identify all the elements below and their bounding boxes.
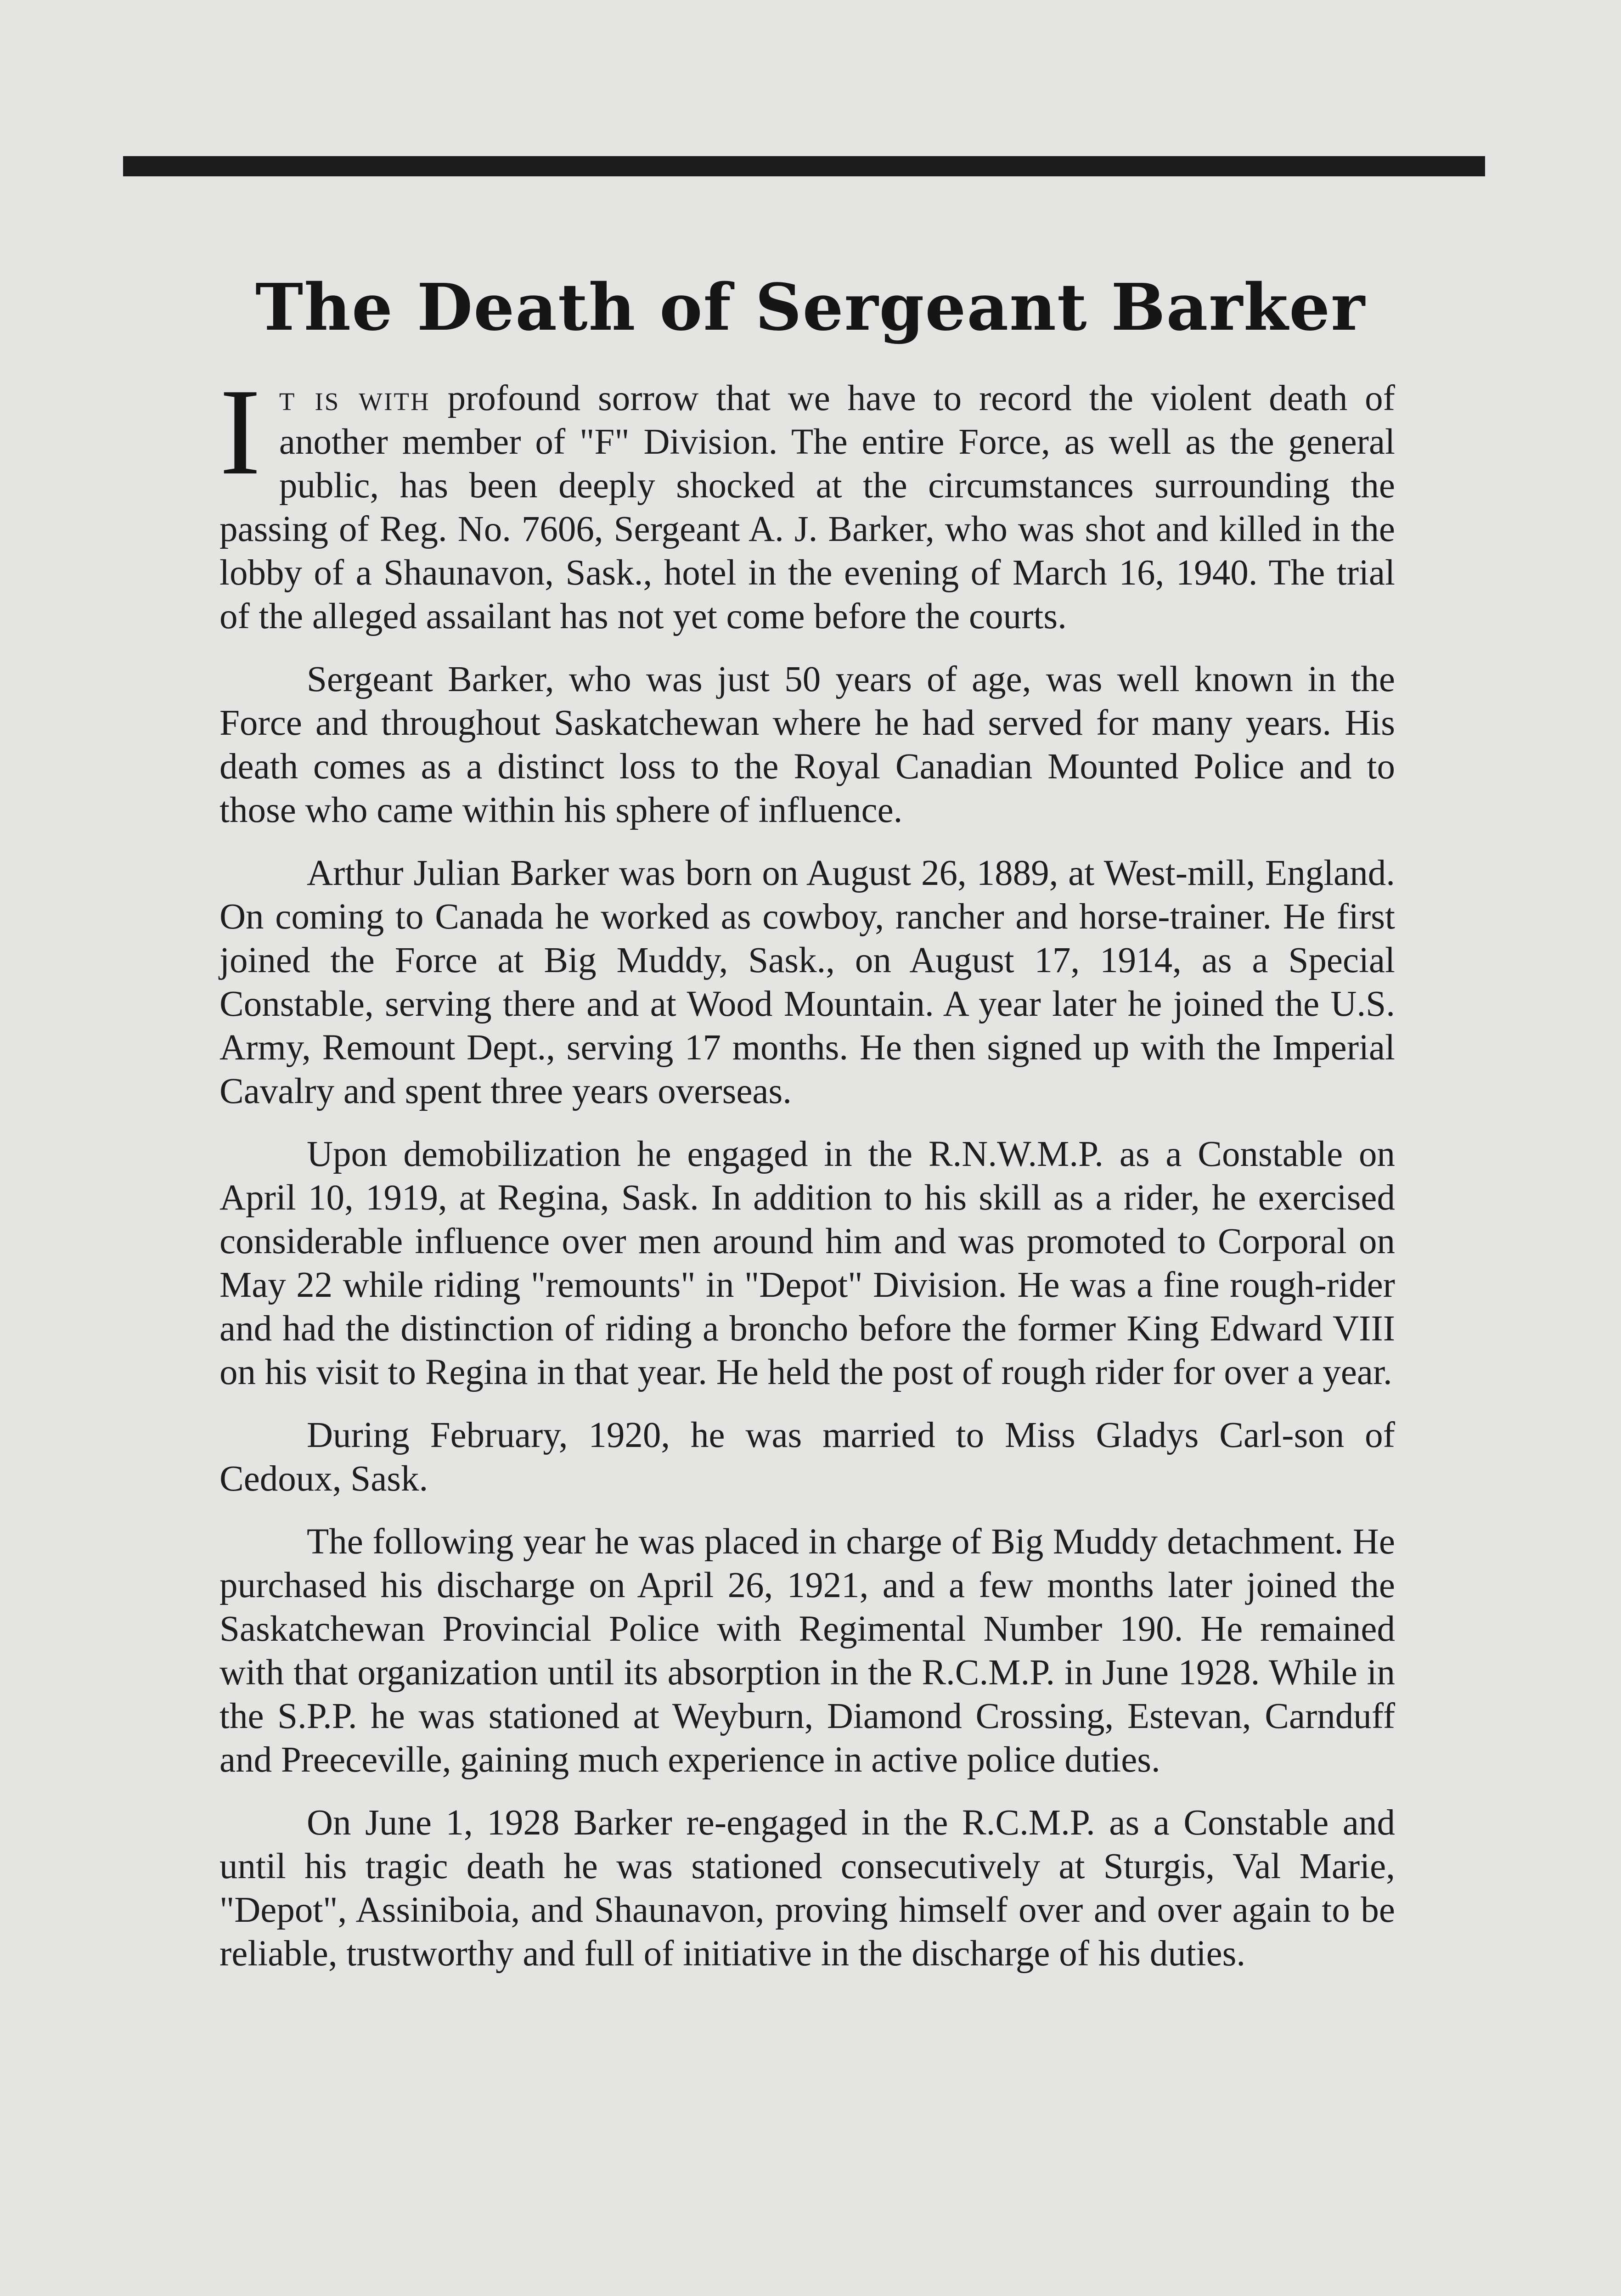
top-rule	[123, 156, 1485, 176]
paragraph-early-life: Arthur Julian Barker was born on August 26, 1889, at West-mill, England. On coming to Canada he worked as cowboy, rancher and horse-trainer. He first joined the Force at Big Muddy, Sask., on August 17, 1914, as a Special Constable, serving there and at Wood Mountain. A year later he joined the U.S. Army, Remount Dept., serving 17 months. He then signed up with the Imperial Cavalry and spent three years overseas.	[220, 853, 1395, 1111]
lead-smallcaps: t is with	[279, 378, 430, 418]
article-body	[220, 363, 1395, 1995]
paragraph-rcmp: On June 1, 1928 Barker re-engaged in the R.C.M.P. as a Constable and until his tragic death he was stationed consecutively at Sturgis, Val Marie, "Depot", Assiniboia, and Shaunavon, proving himself over and over again to be reliable, trustworthy and full of initiative in the discharge of his duties.	[220, 1803, 1395, 1974]
paragraph-spp: The following year he was placed in charge of Big Muddy detachment. He purchased his discharge on April 26, 1921, and a few months later joined the Saskatchewan Provincial Police with Regimental Number 190. He remained with that organization until its absorption in the R.C.M.P. in June 1928. While in the S.P.P. he was stationed at Weyburn, Diamond Crossing, Estevan, Carnduff and Preeceville, gaining much experience in active police duties.	[220, 1522, 1395, 1780]
paragraph-rnwmp: Upon demobilization he engaged in the R.N.W.M.P. as a Constable on April 10, 1919, at Regina, Sask. In addition to his skill as a rider, he exercised considerable influence over men around him and was promoted to Corporal on May 22 while riding "remounts" in "Depot" Division. He was a fine rough-rider and had the distinction of riding a broncho before the former King Edward VIII on his visit to Regina in that year. He held the post of rough rider for over a year.	[220, 1134, 1395, 1392]
drop-cap: I	[220, 363, 261, 501]
page-title: The Death of Sergeant Barker	[255, 270, 1366, 345]
paragraph-age: Sergeant Barker, who was just 50 years of age, was well known in the Force and throughout Saskatchewan where he had served for many years. His death comes as a distinct loss to the Royal Canadian Mounted Police and to those who came within his sphere of influence.	[220, 659, 1395, 830]
lead-text: profound sorrow that we have to record the violent death of another member of "F" Division. The entire Force, as well as the general public, has been deeply shocked at the circumstances surrounding the passing of Reg. No. 7606, Sergeant A. J. Barker, who was shot and killed in the lobby of a Shaunavon, Sask., hotel in the evening of March 16, 1940. The trial of the alleged assailant has not yet come before the courts.	[220, 378, 1395, 636]
paragraph-marriage: During February, 1920, he was married to Miss Gladys Carl-son of Cedoux, Sask.	[220, 1415, 1395, 1499]
lead-paragraph	[220, 363, 1395, 638]
